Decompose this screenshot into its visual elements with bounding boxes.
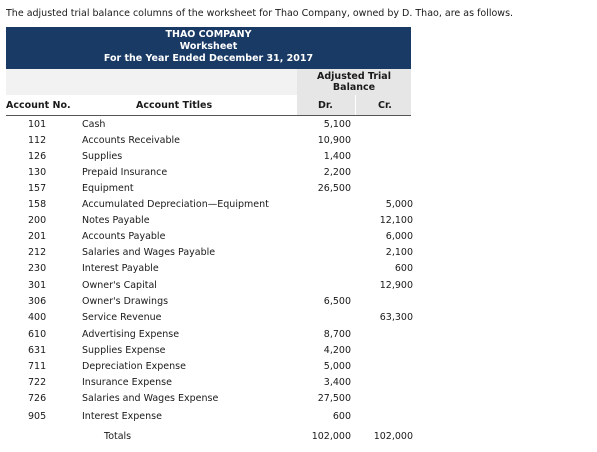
adjusted-trial-balance-header: [297, 69, 411, 95]
credit-amount: 600: [394, 263, 413, 274]
period-label: For the Year Ended December 31, 2017: [103, 53, 314, 64]
worksheet-header: [6, 27, 411, 69]
account-number: 201: [28, 231, 47, 242]
account-number: 200: [28, 215, 47, 226]
credit-amount: 12,900: [379, 280, 413, 291]
debit-amount: 5,100: [323, 119, 351, 130]
table-row: [6, 215, 418, 231]
account-number: 301: [28, 280, 47, 291]
account-number: 711: [28, 361, 47, 372]
account-title: Notes Payable: [82, 215, 150, 226]
debit-amount: 3,400: [323, 377, 351, 388]
debit-amount: 1,400: [323, 151, 351, 162]
account-title: Cash: [82, 119, 106, 130]
table-row: [6, 377, 418, 393]
account-title: Depreciation Expense: [82, 361, 186, 372]
account-title: Supplies Expense: [82, 345, 166, 356]
account-title: Prepaid Insurance: [82, 167, 168, 178]
account-title: Salaries and Wages Expense: [82, 393, 219, 404]
table-row: [6, 296, 418, 312]
account-number: 610: [28, 329, 47, 340]
table-row: [6, 393, 418, 409]
totals-label: Totals: [104, 431, 132, 442]
debit-amount: 27,500: [317, 393, 351, 404]
drcr-header-band: [297, 95, 411, 115]
account-title: Accumulated Depreciation—Equipment: [82, 199, 269, 210]
account-number: 722: [28, 377, 47, 388]
table-row: [6, 411, 418, 427]
account-title: Interest Expense: [82, 411, 162, 422]
account-title: Insurance Expense: [82, 377, 172, 388]
account-number: 158: [28, 199, 47, 210]
col-account-titles: Account Titles: [136, 100, 213, 111]
debit-amount: 8,700: [323, 329, 351, 340]
account-number: 905: [28, 411, 47, 422]
header-underline: [6, 115, 411, 116]
table-row: [6, 231, 418, 247]
account-number: 726: [28, 393, 47, 404]
col-account-no: Account No.: [6, 100, 71, 111]
debit-amount: 2,200: [323, 167, 351, 178]
table-row: [6, 280, 418, 296]
drcr-divider: [355, 95, 356, 115]
totals-credit: 102,000: [373, 431, 413, 442]
table-row: [6, 119, 418, 135]
debit-amount: 600: [332, 411, 351, 422]
account-number: 212: [28, 247, 47, 258]
account-number: 130: [28, 167, 47, 178]
table-row: [6, 167, 418, 183]
table-row: [6, 151, 418, 167]
table-row: [6, 361, 418, 377]
account-number: 631: [28, 345, 47, 356]
credit-amount: 2,100: [385, 247, 413, 258]
account-title: Interest Payable: [82, 263, 159, 274]
account-title: Accounts Payable: [82, 231, 166, 242]
debit-amount: 5,000: [323, 361, 351, 372]
adjusted-line-2: Balance: [332, 82, 376, 93]
account-title: Service Revenue: [82, 312, 162, 323]
account-number: 230: [28, 263, 47, 274]
debit-amount: 4,200: [323, 345, 351, 356]
table-row: [6, 199, 418, 215]
debit-amount: 10,900: [317, 135, 351, 146]
totals-debit: 102,000: [311, 431, 351, 442]
col-debit: Dr.: [318, 100, 333, 111]
credit-amount: 5,000: [385, 199, 413, 210]
credit-amount: 6,000: [385, 231, 413, 242]
table-row: [6, 345, 418, 361]
col-credit: Cr.: [378, 100, 392, 111]
account-title: Owner's Drawings: [82, 296, 169, 307]
account-title: Supplies: [82, 151, 123, 162]
debit-amount: 26,500: [317, 183, 351, 194]
table-row: [6, 312, 418, 328]
credit-amount: 63,300: [379, 312, 413, 323]
table-row: [6, 263, 418, 279]
account-number: 306: [28, 296, 47, 307]
adjusted-line-1: Adjusted Trial: [317, 71, 391, 82]
account-number: 126: [28, 151, 47, 162]
table-row: [6, 329, 418, 345]
intro-text: The adjusted trial balance columns of the worksheet for Thao Company, owned by D. Thao, are as follows.: [6, 8, 514, 19]
account-number: 101: [28, 119, 47, 130]
account-number: 157: [28, 183, 47, 194]
header-spacer: [6, 69, 297, 95]
account-title: Equipment: [82, 183, 134, 194]
account-title: Advertising Expense: [82, 329, 180, 340]
document-name: Worksheet: [179, 41, 238, 52]
account-title: Owner's Capital: [82, 280, 157, 291]
account-title: Accounts Receivable: [82, 135, 181, 146]
table-row: [6, 247, 418, 263]
account-number: 112: [28, 135, 47, 146]
credit-amount: 12,100: [379, 215, 413, 226]
totals-row: [6, 431, 418, 447]
account-title: Salaries and Wages Payable: [82, 247, 216, 258]
column-header-row: [6, 95, 411, 115]
account-number: 400: [28, 312, 47, 323]
table-row: [6, 183, 418, 199]
debit-amount: 6,500: [323, 296, 351, 307]
company-name: THAO COMPANY: [165, 29, 252, 40]
table-row: [6, 135, 418, 151]
